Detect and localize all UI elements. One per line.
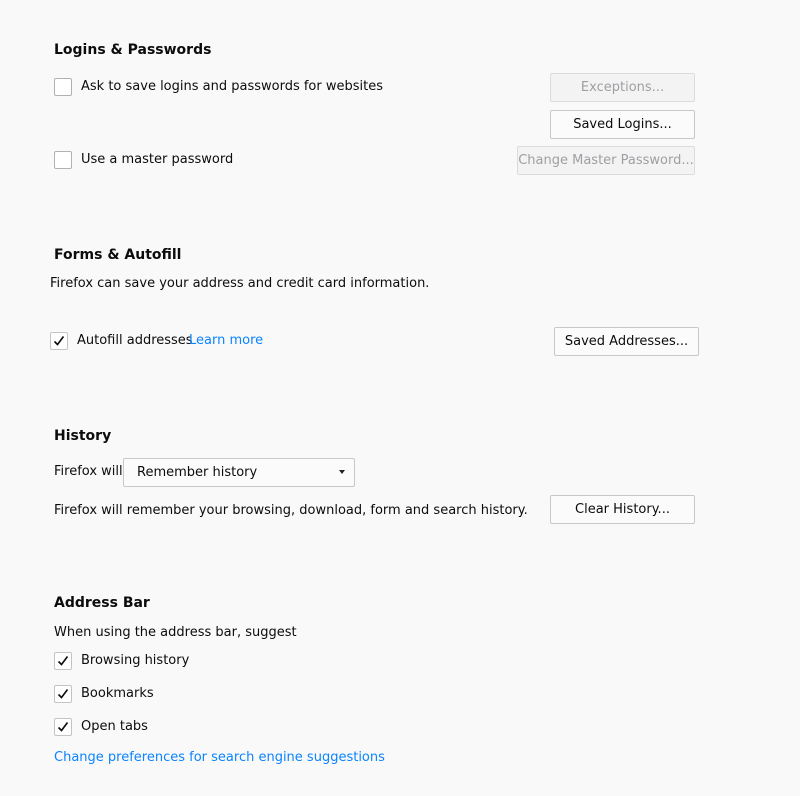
checkmark-icon [56,687,70,701]
dropdown-arrow-icon [339,470,345,474]
browsing-history-checkbox[interactable] [54,652,72,670]
firefox-will-label: Firefox will [54,464,123,479]
saved-logins-button[interactable]: Saved Logins... [550,110,695,139]
bookmarks-checkbox[interactable] [54,685,72,703]
bookmarks-label[interactable]: Bookmarks [81,686,154,701]
autofill-addresses-label[interactable]: Autofill addresses [77,333,193,348]
learn-more-link[interactable]: Learn more [189,333,264,348]
exceptions-button[interactable]: Exceptions... [550,73,695,102]
saved-addresses-button[interactable]: Saved Addresses... [554,327,699,356]
address-bar-heading: Address Bar [54,595,150,611]
history-mode-select[interactable] [123,458,355,487]
change-master-password-button[interactable]: Change Master Password... [517,146,695,175]
history-heading: History [54,428,112,444]
forms-autofill-heading: Forms & Autofill [54,247,182,263]
ask-to-save-logins-label[interactable]: Ask to save logins and passwords for websites [81,79,384,94]
checkmark-icon [56,720,70,734]
address-bar-intro: When using the address bar, suggest [54,625,297,640]
forms-autofill-description: Firefox can save your address and credit card information. [50,276,430,291]
open-tabs-label[interactable]: Open tabs [81,719,148,734]
master-password-checkbox[interactable] [54,151,72,169]
ask-to-save-logins-checkbox[interactable] [54,78,72,96]
clear-history-button[interactable]: Clear History... [550,495,695,524]
checkmark-icon [56,654,70,668]
autofill-addresses-checkbox[interactable] [50,332,68,350]
master-password-label[interactable]: Use a master password [81,152,234,167]
checkmark-icon [52,334,66,348]
search-suggestions-link[interactable]: Change preferences for search engine suggestions [54,750,385,765]
browsing-history-label[interactable]: Browsing history [81,653,190,668]
logins-heading: Logins & Passwords [54,42,212,58]
history-description: Firefox will remember your browsing, download, form and search history. [54,503,528,518]
history-mode-selected-value: Remember history [137,465,258,480]
open-tabs-checkbox[interactable] [54,718,72,736]
